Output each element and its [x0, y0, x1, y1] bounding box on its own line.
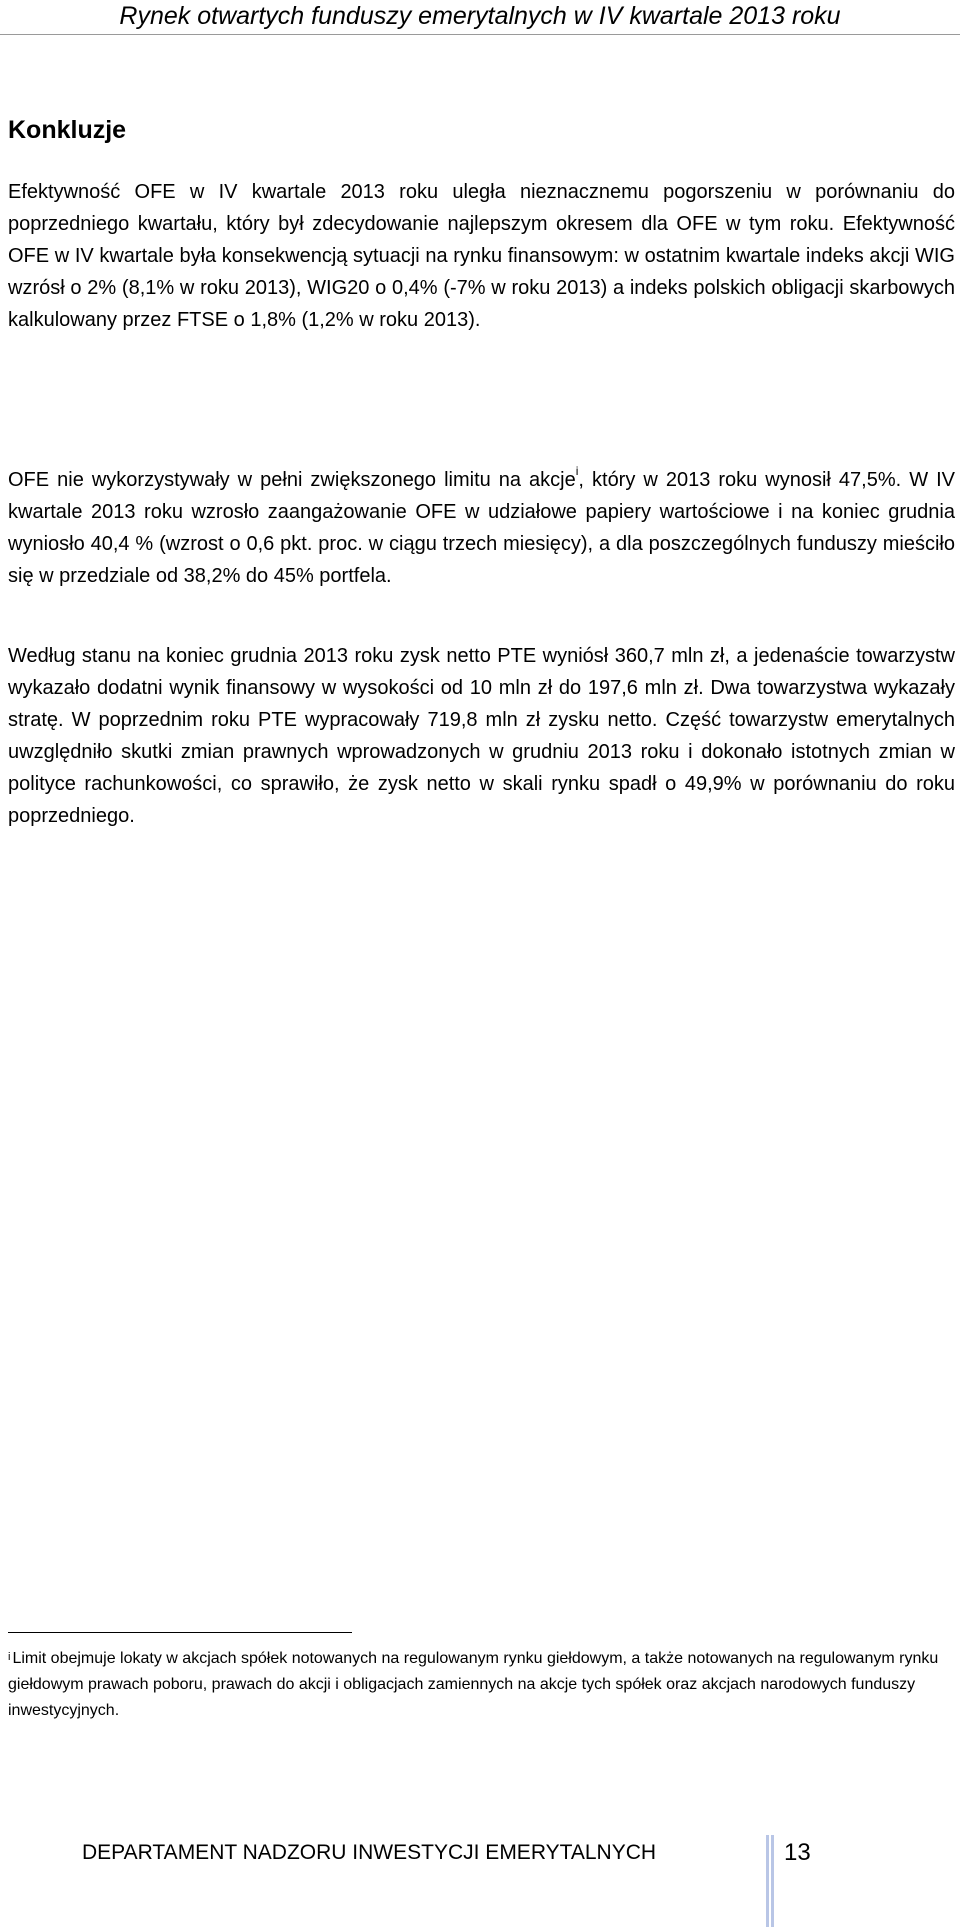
footnote-reference[interactable]: i: [575, 464, 579, 478]
paragraph-pte-profit: Według stanu na koniec grudnia 2013 roku zysk netto PTE wyniósł 360,7 mln zł, a jedenaście towarzystw wykazało dodatni wynik finansowy w wysokości od 10 mln zł do 197,6 mln zł. Dwa towarzystwa wykazały stratę. W poprzednim roku PTE wypracowały 719,8 mln zł zysku netto. Część towarzystw emerytalnych uwzględniło skutki zmian prawnych wprowadzonych w grudniu 2013 roku i dokonało istotnych zmian w polityce rachunkowości, co sprawiło, że zysk netto w skali rynku spadł o 49,9% w porównaniu do roku poprzedniego.: [8, 645, 955, 827]
paragraph-equity-limit-end: , który w 2013 roku wynosił 47,5%. W IV kwartale 2013 roku wzrosło zaangażowanie OFE w udziałowe papiery wartościowe i na koniec grudnia wyniosło 40,4 % (wzrost o 0,6 pkt. proc. w ciągu trzech miesięcy), a dla poszczególnych funduszy mieściło się w przedziale od 38,2% do 45% portfela.: [8, 469, 955, 587]
paragraph-equity-limit: [8, 464, 955, 592]
footnote-divider: [8, 1632, 352, 1633]
footer-department: DEPARTAMENT NADZORU INWESTYCJI EMERYTALNYCH: [82, 1841, 657, 1864]
page-header: [0, 0, 960, 35]
page-number: 13: [784, 1839, 811, 1866]
paragraph-equity-limit-start: OFE nie wykorzystywały w pełni zwiększonego limitu na akcje: [8, 469, 576, 491]
footnote-text: Limit obejmuje lokaty w akcjach spółek notowanych na regulowanym rynku giełdowym, a także notowanych na regulowanym rynku giełdowym prawach poboru, prawach do akcji i obligacjach zamiennych na akcje tych spółek oraz akcjach narodowych funduszy inwestycyjnych.: [8, 1650, 939, 1719]
header-title: Rynek otwartych funduszy emerytalnych w IV kwartale 2013 roku: [119, 2, 841, 30]
footnote: [8, 1646, 955, 1724]
footer-accent-bar: [766, 1835, 774, 1927]
footnote-mark: i: [8, 1651, 11, 1663]
section-heading: Konkluzje: [8, 116, 127, 144]
paragraph-efficiency: Efektywność OFE w IV kwartale 2013 roku uległa nieznacznemu pogorszeniu w porównaniu do poprzedniego kwartału, który był zdecydowanie najlepszym okresem dla OFE w tym roku. Efektywność OFE w IV kwartale była konsekwencją sytuacji na rynku finansowym: w ostatnim kwartale indeks akcji WIG wzrósł o 2% (8,1% w roku 2013), WIG20 o 0,4% (-7% w roku 2013) a indeks polskich obligacji skarbowych kalkulowany przez FTSE o 1,8% (1,2% w roku 2013).: [8, 181, 955, 331]
